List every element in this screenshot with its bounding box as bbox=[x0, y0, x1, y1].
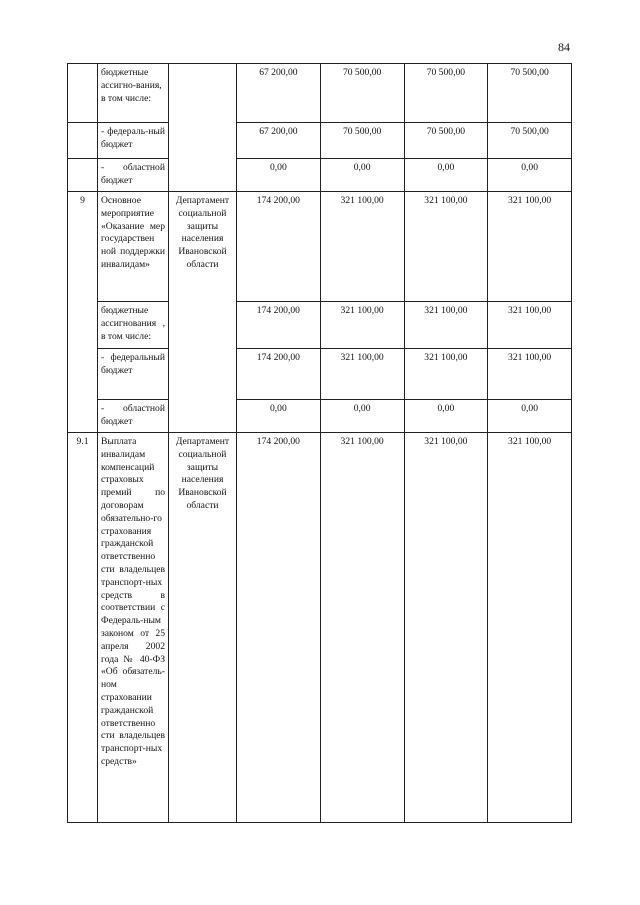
value-cell: 174 200,00 bbox=[237, 192, 321, 302]
row-number-cell: 9 bbox=[68, 192, 98, 433]
value-cell: 321 100,00 bbox=[404, 192, 488, 302]
value-cell: 0,00 bbox=[488, 159, 572, 192]
table-row bbox=[68, 123, 572, 159]
value-cell: 70 500,00 bbox=[488, 64, 572, 123]
row-number-cell bbox=[68, 159, 98, 192]
value-cell: 0,00 bbox=[320, 400, 404, 433]
value-cell: 0,00 bbox=[237, 159, 321, 192]
page-number: 84 bbox=[558, 40, 570, 54]
value-cell: 321 100,00 bbox=[320, 433, 404, 823]
value-cell: 0,00 bbox=[237, 400, 321, 433]
value-cell: 321 100,00 bbox=[488, 433, 572, 823]
table-row bbox=[68, 159, 572, 192]
table-row bbox=[68, 302, 572, 349]
executor-cell: Департамент социальной защиты населения Ивановской области bbox=[169, 433, 237, 823]
row-name-cell: - федеральный бюджет bbox=[98, 349, 169, 400]
value-cell: 70 500,00 bbox=[320, 123, 404, 159]
value-cell: 174 200,00 bbox=[237, 433, 321, 823]
row-name-cell: Основное мероприятие «Оказание мер государствен ной поддержки инвалидам» bbox=[98, 192, 169, 302]
value-cell: 0,00 bbox=[320, 159, 404, 192]
table-row bbox=[68, 349, 572, 400]
row-number-cell bbox=[68, 64, 98, 123]
row-name-cell: - областной бюджет bbox=[98, 159, 169, 192]
value-cell: 321 100,00 bbox=[320, 349, 404, 400]
row-name-cell: - областной бюджет bbox=[98, 400, 169, 433]
value-cell: 0,00 bbox=[404, 400, 488, 433]
value-cell: 174 200,00 bbox=[237, 302, 321, 349]
value-cell: 321 100,00 bbox=[404, 302, 488, 349]
row-name-cell: бюджетные ассигнования , в том числе: bbox=[98, 302, 169, 349]
row-number-cell: 9.1 bbox=[68, 433, 98, 823]
value-cell: 174 200,00 bbox=[237, 349, 321, 400]
table-row bbox=[68, 433, 572, 823]
table-row bbox=[68, 64, 572, 123]
value-cell: 70 500,00 bbox=[404, 123, 488, 159]
value-cell: 321 100,00 bbox=[404, 433, 488, 823]
value-cell: 321 100,00 bbox=[404, 349, 488, 400]
value-cell: 70 500,00 bbox=[320, 64, 404, 123]
row-name-cell: - федераль-ный бюджет bbox=[98, 123, 169, 159]
value-cell: 321 100,00 bbox=[320, 302, 404, 349]
executor-cell bbox=[169, 64, 237, 192]
table-row bbox=[68, 400, 572, 433]
value-cell: 0,00 bbox=[404, 159, 488, 192]
value-cell: 67 200,00 bbox=[237, 64, 321, 123]
executor-cell: Департамент социальной защиты населения Ивановской области bbox=[169, 192, 237, 433]
value-cell: 321 100,00 bbox=[488, 192, 572, 302]
value-cell: 321 100,00 bbox=[488, 302, 572, 349]
value-cell: 321 100,00 bbox=[488, 349, 572, 400]
value-cell: 70 500,00 bbox=[404, 64, 488, 123]
value-cell: 67 200,00 bbox=[237, 123, 321, 159]
row-name-cell: бюджетные ассигно-вания, в том числе: bbox=[98, 64, 169, 123]
value-cell: 321 100,00 bbox=[320, 192, 404, 302]
row-name-cell: Выплата инвалидам компенсаций страховых премий по договорам обязательно-го страхования гражданской ответственно сти владельцев транспорт-ных средств в соответствии с Федераль-ным законом от 25 апреля 2002 года № 40-ФЗ «Об обязатель-ном страховании гражданской ответственно сти владельцев транспорт-ных средств» bbox=[98, 433, 169, 823]
value-cell: 70 500,00 bbox=[488, 123, 572, 159]
value-cell: 0,00 bbox=[488, 400, 572, 433]
row-number-cell bbox=[68, 123, 98, 159]
budget-table bbox=[67, 63, 572, 823]
table-row bbox=[68, 192, 572, 302]
